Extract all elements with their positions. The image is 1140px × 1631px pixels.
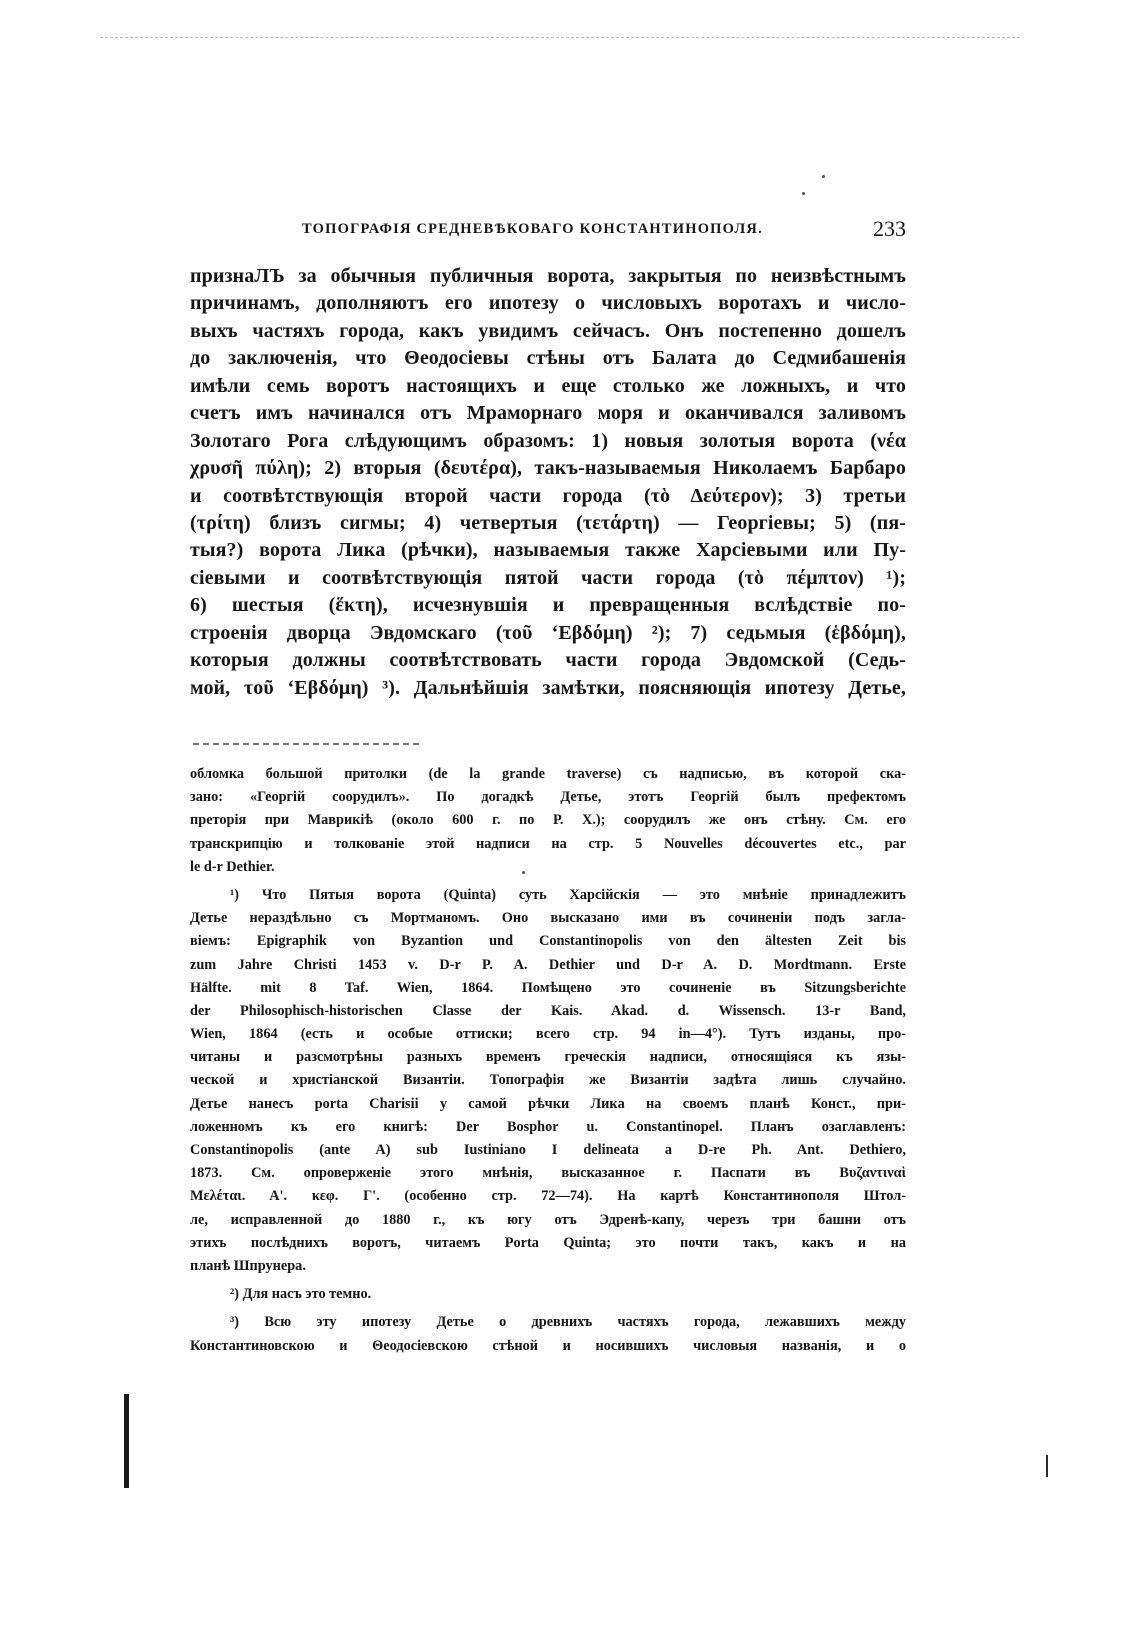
footnote-1-line: ложенномъ къ его книгѣ: Der Bosphor u. Constantinopel. Планъ озаглавленъ: (190, 1118, 906, 1135)
footnote-3-line: ³) Всю эту ипотезу Детье о древнихъ частяхъ города, лежавшихъ между (230, 1314, 906, 1331)
text-line: Золотаго Рога слѣдующимъ образомъ: 1) новыя золотыя ворота (νέα (190, 429, 906, 452)
footnote-line: зано: «Георгій соорудилъ». По догадкѣ Детье, этотъ Георгій былъ префектомъ (190, 789, 906, 806)
footnote-1-line: віемъ: Epigraphik von Byzantion und Constantinopolis von den ältesten Zeit bis (190, 933, 906, 950)
footnote-1-line: der Philosophisch-historischen Classe der Kais. Akad. d. Wissensch. 13-r Band, (190, 1002, 906, 1019)
footnote-line: облoмка большой притолки (de la grande traverse) съ надписью, въ которой ска- (190, 766, 906, 782)
footnote-1-line: ческой и христіанской Византіи. Топографія же Византіи задѣта лишь случайно. (190, 1072, 906, 1089)
footnote-1-line: Детье нанесъ porta Charisii у самой рѣчки Ликa на своемъ планѣ Конст., при- (190, 1095, 906, 1112)
scan-speck (802, 192, 805, 195)
footnote-1-line: Μελέται. Α'. κεφ. Γ'. (особенно стр. 72—74). На картѣ Константинополя Штол- (190, 1188, 906, 1205)
footnote-1-line: 1873. См. опровержeніе этого мнѣнія, высказанное г. Паспати въ Βυζαντιναὶ (190, 1165, 906, 1182)
text-line: 6) шестыя (ἕκτη), исчезнувшія и превращенныя вслѣдствіе по- (190, 594, 906, 617)
text-line: которыя должны соотвѣтствовать части города Эвдомской (Седь- (190, 649, 906, 672)
footnote-1-line: Constantinopolis (ante A) sub Iustiniano I delineata a D-re Ph. Ant. Dethiero, (190, 1142, 906, 1158)
text-line: и соотвѣтствующія второй части города (τὸ Δεύτερον); 3) третьи (190, 484, 906, 507)
scan-border-artifact (100, 37, 1020, 38)
footnote-1-line: Детье нераздѣльно съ Мортманомъ. Оно высказано ими въ сочиненіи подъ загла- (190, 910, 906, 927)
text-line: признаЛЪ за обычныя публичныя ворота, закрытыя по неизвѣстнымъ (190, 265, 906, 287)
footnote-1-line: ле, исправленной до 1880 г., къ югу отъ Эдренѣ-капу, черезъ три башни отъ (190, 1211, 906, 1228)
text-line: тыя?) ворота Ликa (рѣчки), называемыя также Харсіевыми или Пу- (190, 539, 906, 562)
footnote-line: транскрипцію и толкованіе этой надписи на стр. 5 Nouvelles découvertes etc., par (190, 835, 906, 852)
footnote-1-line: zum Jahre Christi 1453 v. D-r P. A. Dethier und D-r A. D. Mordtmann. Erste (190, 956, 906, 973)
text-line: причинамъ, дополняютъ его ипотезу о числовыхъ воротахъ и число- (190, 292, 906, 315)
footnote-line: le d-r Dethier. (190, 858, 275, 875)
footnote-1-line: этихъ послѣднихъ воротъ, читаемъ Porta Quinta; это почти такъ, какъ и на (190, 1234, 906, 1251)
text-line: (τρίτη) близъ сигмы; 4) четвертыя (τετάρτη) — Георгіевы; 5) (пя- (190, 511, 906, 534)
scan-speck (822, 175, 825, 178)
main-text-block (190, 263, 906, 702)
text-line: сіевыми и соотвѣтствующія пятой части города (τὸ πέμπτον) ¹); (190, 566, 906, 589)
footnote-line: преторія при Маврикіѣ (около 600 г. по Р. Х.); соорудилъ же онъ стѣну. См. его (190, 812, 906, 829)
text-line: выхъ частяхъ города, какъ увидимъ сейчасъ. Онъ постепенно дошелъ (190, 319, 906, 342)
running-header (302, 216, 906, 245)
running-title: ТОПОГРАФІЯ СРЕДНЕВѢКОВАГО КОНСТАНТИНОПОЛЯ. (302, 221, 763, 237)
scan-margin-tick (1046, 1455, 1048, 1477)
footnote-1-line: ¹) Что Пятыя ворота (Quinta) суть Харсійскія — это мнѣніе принадлежитъ (230, 886, 906, 903)
footnote-1-line: планѣ Шпрунера. (190, 1257, 306, 1274)
text-line: χρυσῆ πύλη); 2) вторыя (δευτέρα), такъ-называемыя Николаемъ Барбаро (190, 457, 906, 480)
footnote-1-line: Hälfte. mit 8 Taf. Wien, 1864. Помѣщено это сочиненіе въ Sitzungsberichte (190, 979, 906, 996)
text-line: до заключенія, что Θеодосіевы стѣны отъ Балата до Седмибашенія (190, 347, 906, 370)
footnotes-block (190, 763, 906, 1358)
text-line: мой, τοῦ ʻΕβδόμη) ³). Дальнѣйшія замѣтки, поясняющія ипотезу Детье, (190, 676, 906, 699)
footnote-3-line: Константиновскою и Θеодосіевскою стѣной и носившихъ числовыя названія, и о (190, 1337, 906, 1354)
footnote-2: ²) Для насъ это темно. (230, 1286, 372, 1303)
page-number: 233 (873, 216, 906, 241)
text-line: счетъ имъ начинался отъ Мраморнаго моря и оканчивался заливомъ (190, 402, 906, 425)
text-line: имѣли семь воротъ настоящихъ и еще столько же ложныхъ, и что (190, 374, 906, 397)
footnote-separator (193, 743, 419, 745)
scan-margin-bar (124, 1394, 129, 1488)
footnote-1-line: Wien, 1864 (есть и особые оттиски; всего стр. 94 in—4°). Тутъ изданы, про- (190, 1026, 906, 1043)
text-line: строенія дворца Эвдомскаго (τοῦ ʻΕβδόμη) ²); 7) седьмыя (ἑβδόμη), (190, 621, 906, 644)
footnote-1-line: читаны и разсмотрѣны разныхъ временъ греческія надписи, относящіяся къ язы- (190, 1049, 906, 1066)
